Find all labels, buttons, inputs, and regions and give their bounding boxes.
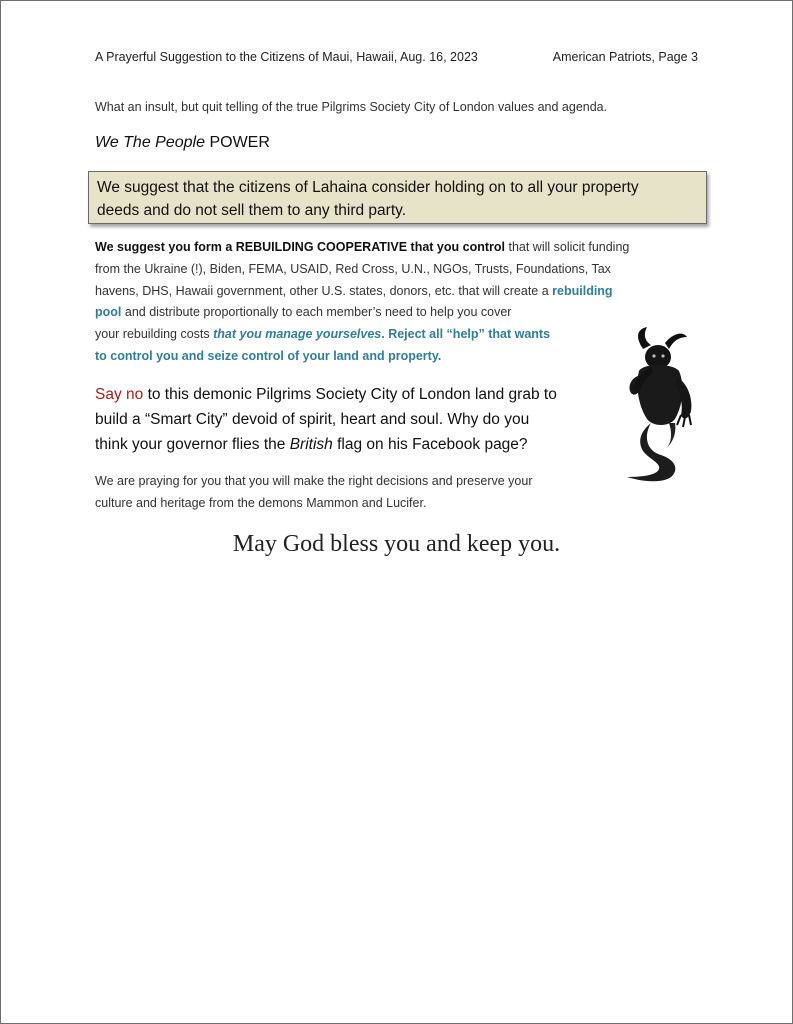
- blessing-closing: [1, 531, 793, 558]
- coop-bold-lead: We suggest you form a REBUILDING COOPERATIVE that you control: [95, 240, 505, 254]
- coop-rebuilding-highlight: rebuilding: [552, 283, 613, 298]
- insult-paragraph: What an insult, but quit telling of the true Pilgrims Society City of London values and agenda.: [95, 100, 608, 114]
- coop-line-5: [95, 324, 695, 346]
- page-header-title: A Prayerful Suggestion to the Citizens of Maui, Hawaii, Aug. 16, 2023: [95, 50, 478, 64]
- coop-manage-yourselves: that you manage yourselves: [213, 327, 382, 342]
- coop-line-4-plain: and distribute proportionally to each member’s need to help you cover: [121, 305, 512, 320]
- prayer-line-2: culture and heritage from the demons Mammon and Lucifer.: [95, 496, 427, 510]
- coop-line-3: [95, 281, 695, 303]
- we-the-people-heading: [95, 134, 270, 152]
- prayer-line-1: We are praying for you that you will make the right decisions and preserve your: [95, 474, 533, 488]
- say-no-red: Say no: [95, 386, 144, 403]
- we-the-people-italic: We The People: [95, 134, 205, 151]
- say-no-line-3-a: think your governor flies the: [95, 436, 290, 453]
- coop-line-1: [95, 237, 695, 259]
- coop-line-5-plain: your rebuilding costs: [95, 327, 214, 342]
- page-header-page-number: American Patriots, Page 3: [552, 50, 698, 64]
- coop-line-3-plain: havens, DHS, Hawaii government, other U.S. states, donors, etc. that will create a: [95, 283, 553, 298]
- say-no-line-3-b: flag on his Facebook page?: [332, 436, 528, 453]
- prayer-paragraph: [95, 470, 533, 514]
- coop-line-1-rest: that will solicit funding: [505, 240, 630, 254]
- demon-illustration: [613, 327, 703, 487]
- say-no-line-1: [95, 382, 557, 407]
- suggestion-callout-box: [88, 171, 707, 224]
- say-no-paragraph: [95, 382, 557, 457]
- coop-line-4: [95, 302, 695, 324]
- coop-line-6: to control you and seize control of your land and property.: [95, 348, 442, 363]
- say-no-line-2: build a “Smart City” devoid of spirit, heart and soul. Why do you: [95, 411, 530, 428]
- say-no-line-3: [95, 432, 557, 457]
- say-no-line-1-rest: to this demonic Pilgrims Society City of London land grab to: [143, 386, 557, 403]
- coop-pool-highlight: pool: [95, 305, 122, 320]
- suggestion-line-2: deeds and do not sell them to any third party.: [97, 202, 407, 219]
- power-word: POWER: [205, 134, 270, 151]
- suggestion-line-1: We suggest that the citizens of Lahaina consider holding on to all your property: [97, 179, 639, 196]
- coop-reject-help: . Reject all “help” that wants: [381, 327, 551, 342]
- coop-line-2: from the Ukraine (!), Biden, FEMA, USAID, Red Cross, U.N., NGOs, Trusts, Foundations, Tax: [95, 261, 611, 276]
- cooperative-paragraph: [95, 237, 695, 368]
- blessing-text: May God bless you and keep you.: [232, 531, 561, 557]
- say-no-british-italic: British: [289, 436, 333, 453]
